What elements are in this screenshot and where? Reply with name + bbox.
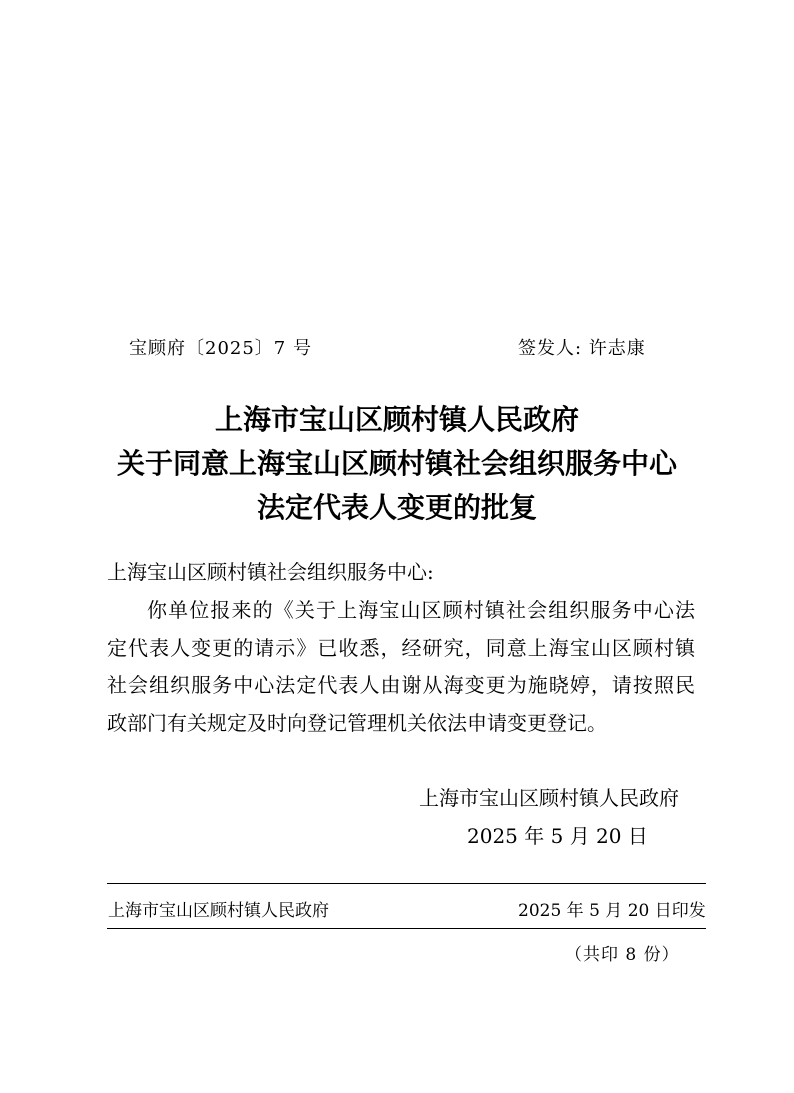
footer-bottom-rule [107, 928, 706, 929]
signature-organization: 上海市宝山区顾村镇人民政府 [419, 786, 679, 810]
title-line-2: 关于同意上海宝山区顾村镇社会组织服务中心 [116, 447, 677, 480]
footer-issue-date: 2025 年 5 月 20 日印发 [518, 901, 706, 921]
footer-top-rule [107, 883, 706, 884]
signature-date: 2025 年 5 月 20 日 [467, 824, 648, 848]
footer-organization: 上海市宝山区顾村镇人民政府 [108, 901, 329, 921]
body-line-2: 定代表人变更的请示》已收悉，经研究，同意上海宝山区顾村镇 [107, 636, 695, 660]
salutation: 上海宝山区顾村镇社会组织服务中心: [107, 560, 434, 584]
body-line-1: 你单位报来的《关于上海宝山区顾村镇社会组织服务中心法 [147, 598, 695, 622]
document-number: 宝顾府〔2025〕7 号 [129, 338, 312, 359]
signer: 签发人: 许志康 [518, 338, 646, 359]
title-line-1: 上海市宝山区顾村镇人民政府 [214, 403, 579, 436]
body-line-3: 社会组织服务中心法定代表人由谢从海变更为施晓婷，请按照民 [107, 673, 695, 697]
body-line-4: 政部门有关规定及时向登记管理机关依法申请变更登记。 [107, 711, 607, 735]
title-line-3: 法定代表人变更的批复 [256, 491, 537, 524]
copies-count: （共印 8 份） [565, 945, 680, 965]
